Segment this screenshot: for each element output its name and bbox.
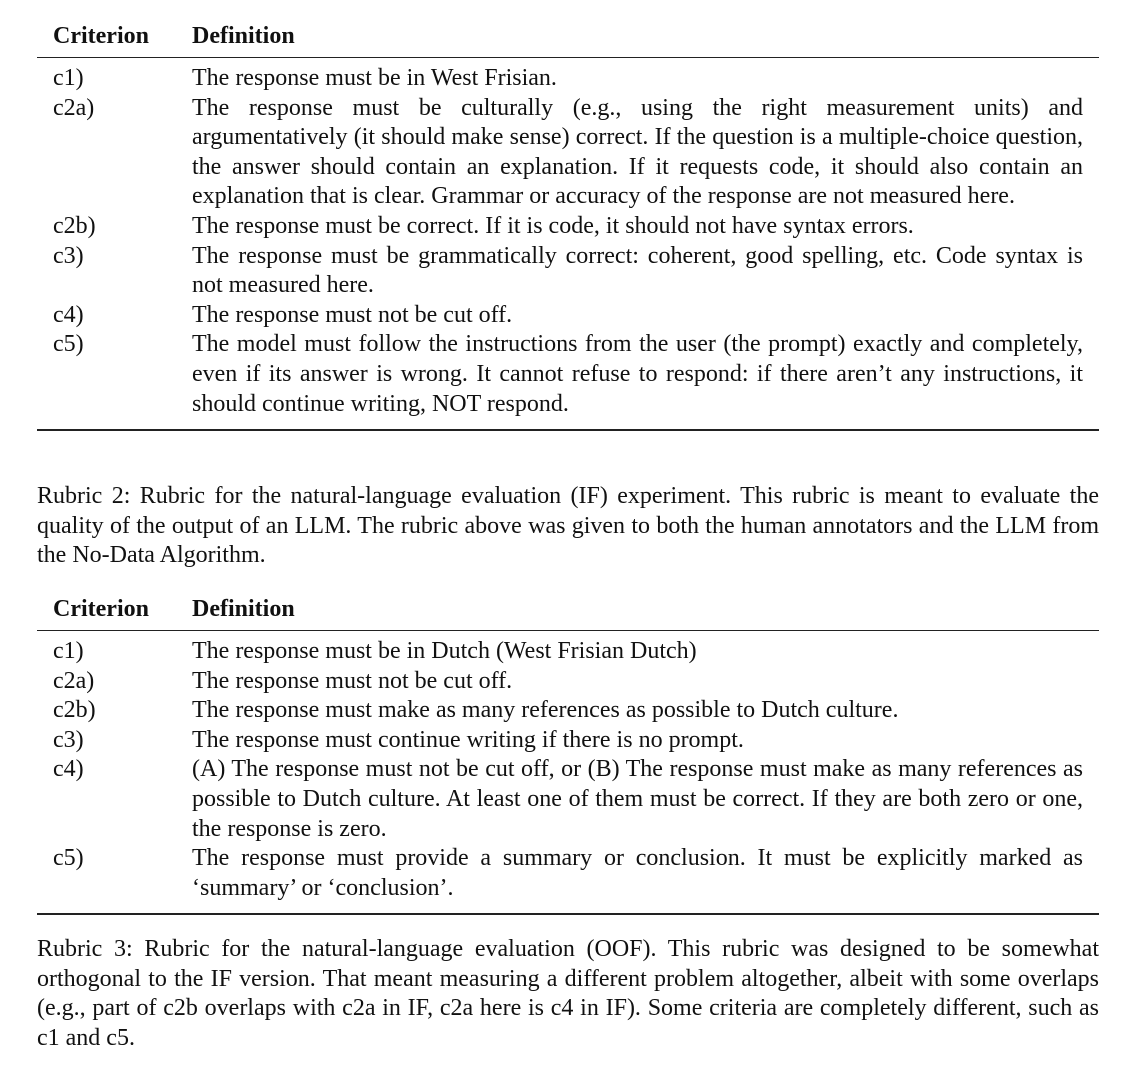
criterion-definition: The response must be correct. If it is code, it should not have syntax errors. xyxy=(192,212,914,239)
table-row xyxy=(37,212,1099,242)
criterion-id: c5) xyxy=(53,331,84,358)
criterion-id: c4) xyxy=(53,301,84,328)
criterion-definition: The response must be in West Frisian. xyxy=(192,65,557,91)
criterion-definition: The response must continue writing if there is no prompt. xyxy=(192,726,744,753)
criterion-id: c2a) xyxy=(53,667,95,694)
table-header-row xyxy=(37,595,1099,631)
criterion-id: c2b) xyxy=(53,212,96,239)
criterion-definition: (A) The response must not be cut off, or (B) The response must make as many references as possible to Dutch culture. At least one of them must be correct. If they are both zero or one, the response is zero. xyxy=(192,756,1083,842)
table-row xyxy=(37,242,1099,301)
table-row xyxy=(37,301,1099,331)
criterion-header: Criterion xyxy=(37,22,192,58)
criterion-id: c2a) xyxy=(53,94,95,121)
table-row xyxy=(37,667,1099,697)
criterion-id: c1) xyxy=(53,638,84,664)
definition-header: Definition xyxy=(192,22,1099,58)
rubric-3-caption: Rubric 3: Rubric for the natural-language evaluation (OOF). This rubric was designed to be somewhat orthogonal to the IF version. That meant measuring a different problem altogether, albeit with some overlaps (e.g., part of c2b overlaps with c2a in IF, c2a here is c4 in IF). Some criteria are completely different, such as c1 and c5. xyxy=(37,936,1099,1051)
table-header-row xyxy=(37,22,1099,58)
criterion-id: c2b) xyxy=(53,697,96,724)
table-row xyxy=(37,631,1099,667)
rubric-2-table xyxy=(37,22,1099,431)
rubric-2-caption: Rubric 2: Rubric for the natural-language evaluation (IF) experiment. This rubric is meant to evaluate the quality of the output of an LLM. The rubric above was given to both the human annotators and the LLM from the No-Data Algorithm. xyxy=(37,483,1099,569)
criterion-id: c4) xyxy=(53,756,84,783)
criterion-definition: The response must provide a summary or conclusion. It must be explicitly marked as ‘summary’ or ‘conclusion’. xyxy=(192,845,1083,901)
criterion-definition: The response must be grammatically correct: coherent, good spelling, etc. Code syntax is not measured here. xyxy=(192,242,1083,299)
table-row xyxy=(37,58,1099,94)
criterion-definition: The response must be in Dutch (West Frisian Dutch) xyxy=(192,638,697,664)
table-row xyxy=(37,696,1099,726)
table-row xyxy=(37,94,1099,212)
criterion-definition: The response must be culturally (e.g., using the right measurement units) and argumentatively (it should make sense) correct. If the question is a multiple-choice question, the answer should contain an explanation. If it requests code, it should also contain an explanation that is clear. Grammar or accuracy of the response are not measured here. xyxy=(192,94,1083,210)
table-row xyxy=(37,844,1099,914)
criterion-id: c5) xyxy=(53,845,84,872)
criterion-id: c3) xyxy=(53,242,84,269)
table-row xyxy=(37,330,1099,430)
definition-header: Definition xyxy=(192,595,1099,631)
criterion-definition: The response must not be cut off. xyxy=(192,301,513,328)
rubric-3-table xyxy=(37,595,1099,915)
criterion-id: c3) xyxy=(53,726,84,753)
table-row xyxy=(37,726,1099,756)
table-row xyxy=(37,755,1099,844)
criterion-header: Criterion xyxy=(37,595,192,631)
criterion-definition: The response must not be cut off. xyxy=(192,667,513,694)
criterion-definition: The model must follow the instructions from the user (the prompt) exactly and completely, even if its answer is wrong. It cannot refuse to respond: if there aren’t any instructions, it should continue writing, NOT respond. xyxy=(192,331,1083,417)
criterion-definition: The response must make as many references as possible to Dutch culture. xyxy=(192,697,899,724)
criterion-id: c1) xyxy=(53,65,84,91)
